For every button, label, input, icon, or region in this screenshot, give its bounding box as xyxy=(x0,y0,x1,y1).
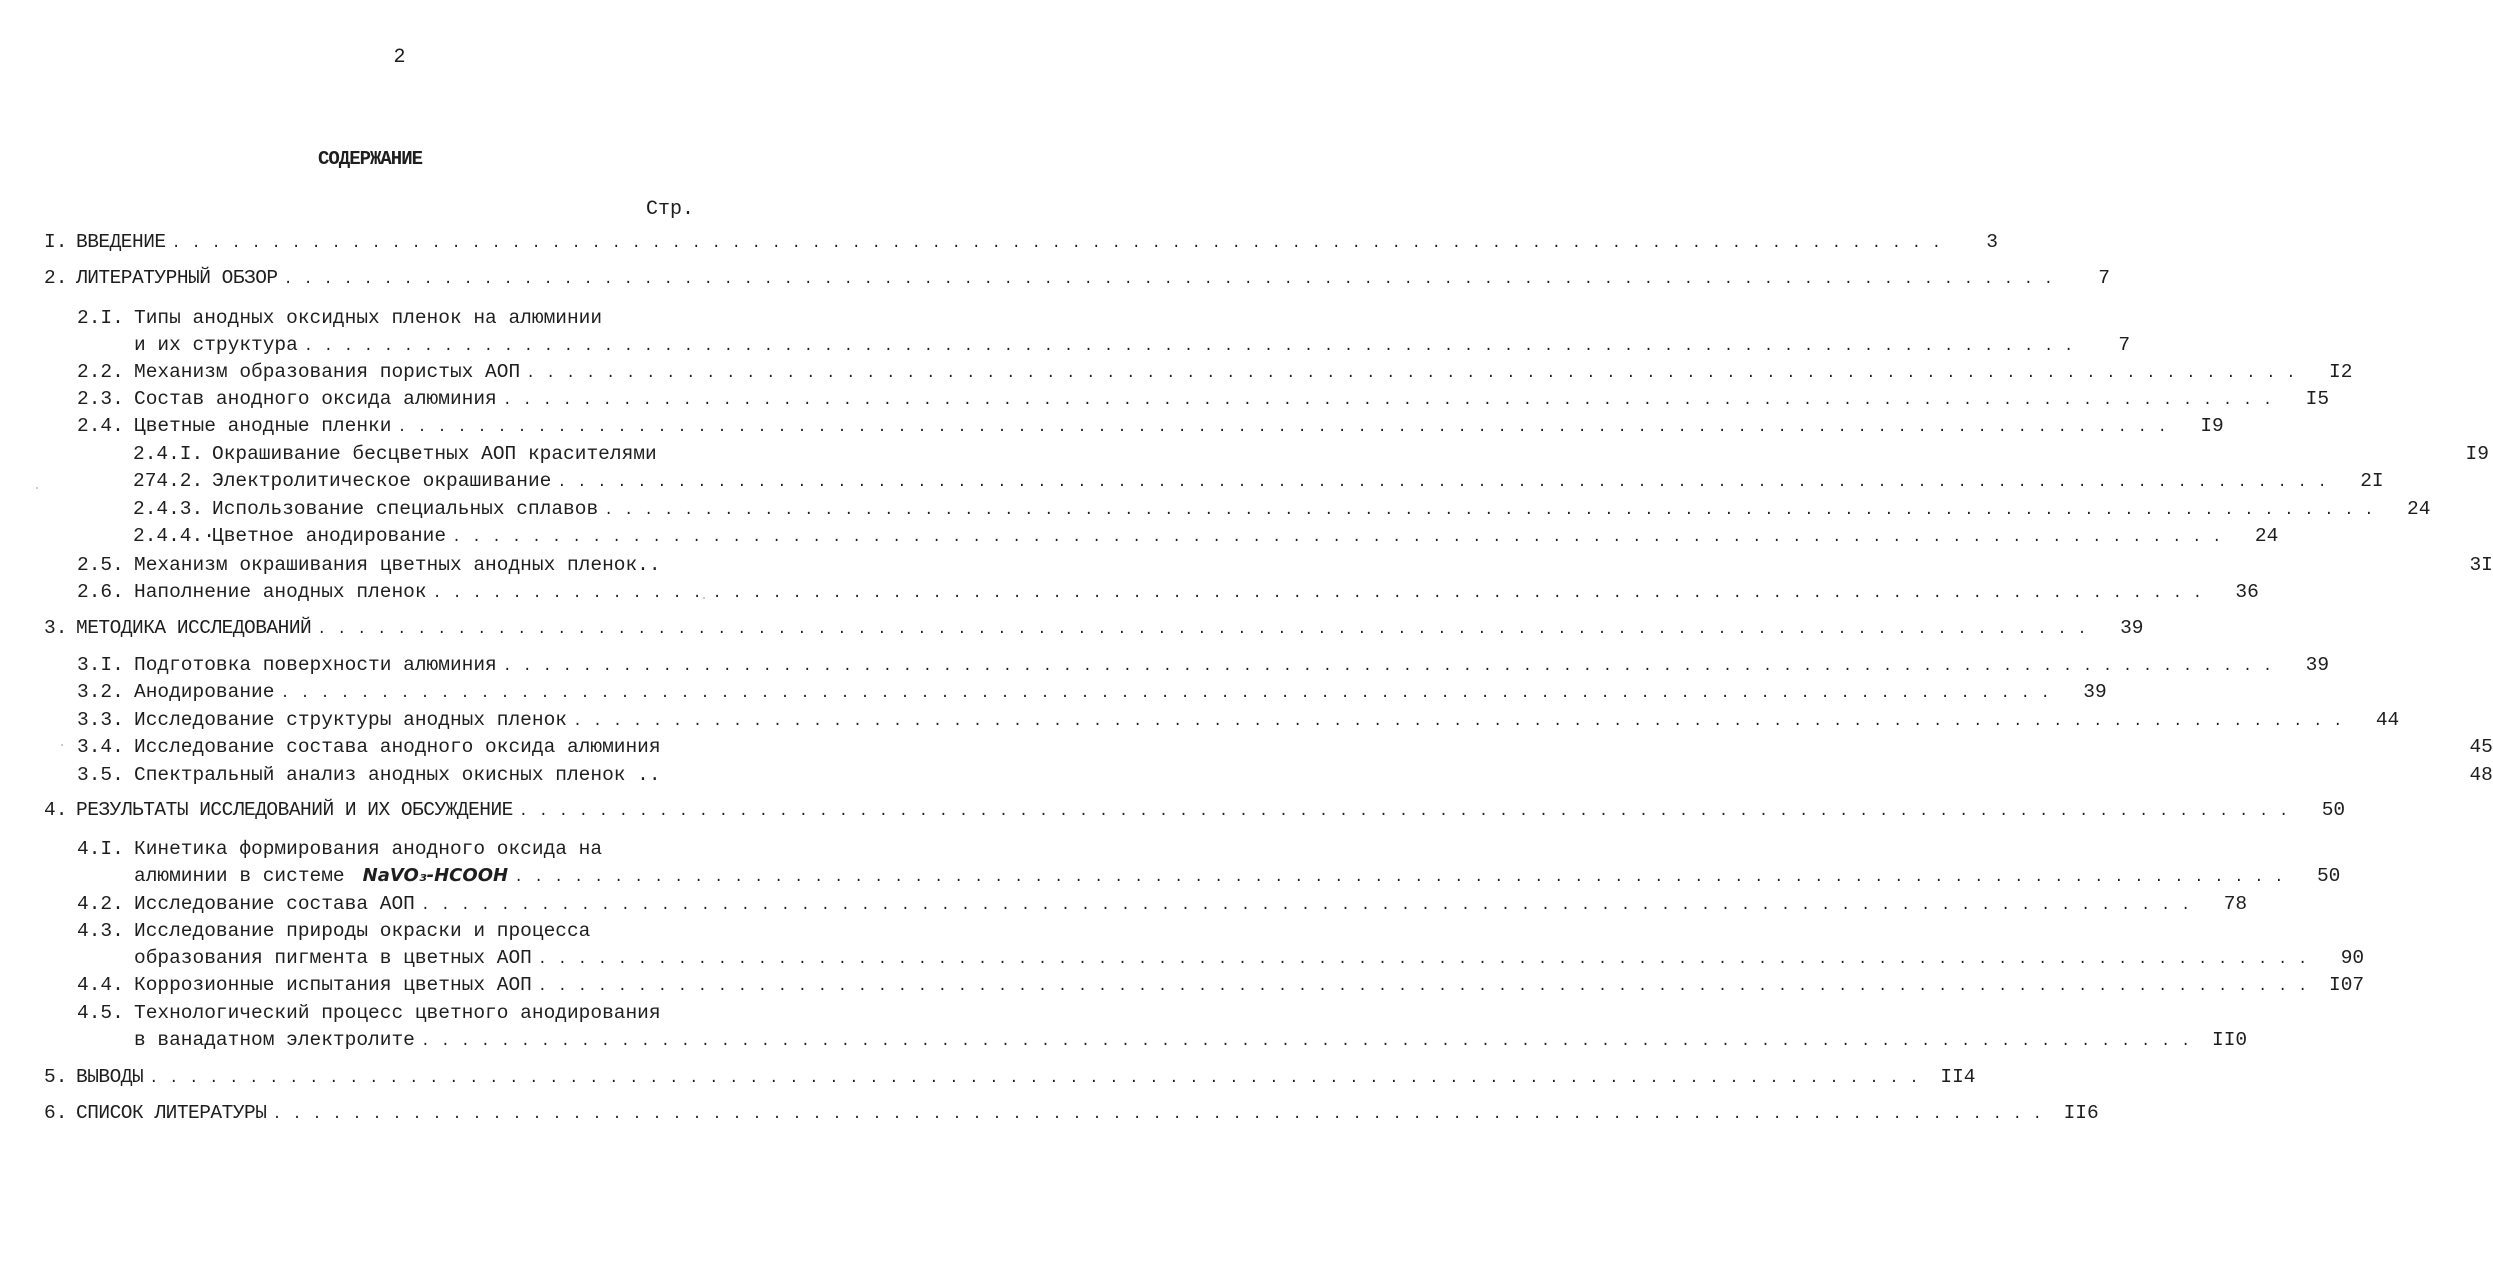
page-number: 2 xyxy=(393,46,406,69)
toc-entry-number: 2.4.I. xyxy=(133,443,204,465)
toc-entry xyxy=(134,332,2131,358)
toc-leader-dots xyxy=(143,1066,1925,1092)
toc-entry-title: Использование специальных сплавов xyxy=(212,498,599,520)
toc-entry-title: Наполнение анодных пленок xyxy=(134,581,427,603)
toc-leader-dots xyxy=(532,947,2314,973)
toc-entry-page: 39 xyxy=(2083,681,2107,703)
toc-entry-title: алюминии в системе xyxy=(134,865,345,887)
toc-entry-number: 2.2. xyxy=(77,361,124,383)
toc-entry-page: I9 xyxy=(2200,415,2224,437)
toc-entry-number: 3.4. xyxy=(77,736,124,758)
toc-entry xyxy=(77,413,2224,439)
toc-entry-number: 4.2. xyxy=(77,893,124,915)
toc-leader-dots xyxy=(446,525,2228,551)
toc-entry-title: ВВЕДЕНИЕ xyxy=(76,231,166,253)
toc-entry xyxy=(77,891,2248,917)
toc-entry-title: Электролитическое окрашивание xyxy=(212,470,552,492)
toc-entry-title: ВЫВОДЫ xyxy=(76,1066,144,1088)
toc-leader-dots xyxy=(166,231,1948,257)
toc-entry xyxy=(44,615,2144,641)
toc-entry-number: 4.3. xyxy=(77,920,124,942)
toc-entry xyxy=(77,734,2493,760)
toc-entry xyxy=(77,762,2493,788)
toc-entry-title: в ванадатном электролите xyxy=(134,1029,415,1051)
scan-speck xyxy=(703,597,705,599)
toc-entry-title: СПИСОК ЛИТЕРАТУРЫ xyxy=(76,1102,267,1124)
toc-entry xyxy=(44,229,1998,255)
toc-entry xyxy=(77,552,2493,578)
toc-entry-page: 3 xyxy=(1986,231,1998,253)
toc-leader-dots xyxy=(391,415,2173,441)
toc-entry-title: образования пигмента в цветных АОП xyxy=(134,947,532,969)
toc-entry xyxy=(44,1064,1976,1090)
toc-entry xyxy=(44,797,2346,823)
toc-entry-title: МЕТОДИКА ИССЛЕДОВАНИЙ xyxy=(76,617,312,639)
toc-leader-dots xyxy=(311,617,2093,643)
toc-entry xyxy=(133,523,2279,549)
toc-entry-number: 274.2. xyxy=(133,470,204,492)
toc-entry-page: 24 xyxy=(2254,525,2279,547)
toc-entry xyxy=(77,359,2353,385)
toc-entry-number: 2.6. xyxy=(77,581,124,603)
toc-entry-page: I5 xyxy=(2305,388,2330,410)
toc-entry-title: Спектральный анализ анодных окисных пленок .. xyxy=(134,764,661,786)
toc-entry-number: 3.3. xyxy=(77,709,124,731)
toc-entry-number: 3. xyxy=(44,617,68,639)
toc-leader-dots xyxy=(415,893,2197,919)
toc-entry-title: Цветное анодирование xyxy=(212,525,447,547)
toc-entry-page: II6 xyxy=(2063,1102,2099,1124)
toc-entry xyxy=(77,579,2259,605)
toc-leader-dots xyxy=(551,470,2333,496)
toc-entry-page: 39 xyxy=(2120,617,2144,639)
toc-entry-page: 44 xyxy=(2375,709,2400,731)
toc-entry-title: Подготовка поверхности алюминия xyxy=(134,654,497,676)
toc-entry-number: 2.4. xyxy=(77,415,124,437)
scan-speck xyxy=(61,744,63,746)
toc-entry-title: Окрашивание бесцветных АОП красителями xyxy=(212,443,657,465)
toc-leader-dots xyxy=(427,581,2209,607)
toc-entry-title: Типы анодных оксидных пленок на алюминии xyxy=(134,307,603,329)
toc-entry-page: II0 xyxy=(2212,1029,2248,1051)
toc-entry-page: 24 xyxy=(2407,498,2431,520)
toc-leader-dots xyxy=(532,974,2314,1000)
toc-entry-title: Механизм образования пористых АОП xyxy=(134,361,521,383)
page-column-header: Стр. xyxy=(645,198,694,221)
toc-entry-title: Кинетика формирования анодного оксида на xyxy=(134,838,603,860)
toc-entry-page: II4 xyxy=(1940,1066,1976,1088)
toc-entry-page: I07 xyxy=(2329,974,2365,996)
toc-entry xyxy=(77,707,2400,733)
toc-entry-number: 3.I. xyxy=(77,654,124,676)
toc-entry xyxy=(77,652,2330,678)
toc-entry xyxy=(44,265,2110,291)
toc-entry-number: 2.4.3. xyxy=(133,498,204,520)
toc-entry xyxy=(134,945,2365,971)
toc-entry-title: ЛИТЕРАТУРНЫЙ ОБЗОР xyxy=(76,267,278,289)
toc-entry xyxy=(44,1100,2099,1126)
page-title: СОДЕРЖАНИЕ xyxy=(317,148,423,170)
toc-entry xyxy=(77,918,688,944)
toc-entry-title: Коррозионные испытания цветных АОП xyxy=(134,974,532,996)
toc-entry-page: 45 xyxy=(2469,736,2493,758)
toc-entry-page: 39 xyxy=(2305,654,2330,676)
toc-entry-title: и их структура xyxy=(134,334,298,356)
toc-entry-number: 4.4. xyxy=(77,974,124,996)
toc-entry-title: Цветные анодные пленки xyxy=(134,415,392,437)
toc-entry-number: 4.5. xyxy=(77,1002,124,1024)
toc-leader-dots xyxy=(567,709,2349,735)
toc-entry-number: 5. xyxy=(44,1066,68,1088)
toc-leader-dots xyxy=(497,388,2279,414)
toc-entry-number: 2.I. xyxy=(77,307,124,329)
toc-entry-title: Исследование состава АОП xyxy=(134,893,415,915)
toc-entry xyxy=(133,468,2384,494)
toc-entry-page: I2 xyxy=(2329,361,2353,383)
toc-entry-title: Исследование состава анодного оксида алюминия xyxy=(134,736,661,758)
toc-entry-title: Анодирование xyxy=(134,681,275,703)
toc-entry-title: Исследование природы окраски и процесса xyxy=(134,920,591,942)
toc-entry-page: 90 xyxy=(2340,947,2365,969)
toc-entry xyxy=(77,679,2107,705)
toc-entry xyxy=(77,836,688,862)
scan-speck xyxy=(36,487,38,489)
toc-entry-number: 3.2. xyxy=(77,681,124,703)
toc-leader-dots xyxy=(508,865,2290,891)
toc-leader-dots xyxy=(513,799,2295,825)
toc-entry-title: Технологический процесс цветного анодирования xyxy=(134,1002,661,1024)
toc-entry-page: 36 xyxy=(2235,581,2259,603)
toc-entry xyxy=(77,1000,688,1026)
toc-entry xyxy=(133,441,2489,467)
toc-leader-dots xyxy=(298,334,2080,360)
toc-entry-page: 50 xyxy=(2316,865,2341,887)
toc-entry-number: 2.5. xyxy=(77,554,124,576)
toc-entry-number: 4. xyxy=(44,799,68,821)
toc-entry xyxy=(77,972,2365,998)
toc-leader-dots xyxy=(266,1102,2048,1128)
toc-entry xyxy=(134,863,2341,889)
toc-leader-dots xyxy=(278,267,2060,293)
toc-entry xyxy=(133,496,2431,522)
toc-entry-number: 4.I. xyxy=(77,838,124,860)
toc-entry xyxy=(134,1027,2248,1053)
toc-entry-page: 2I xyxy=(2360,470,2384,492)
toc-entry-number: 3.5. xyxy=(77,764,124,786)
toc-entry-title: Исследование структуры анодных пленок xyxy=(134,709,567,731)
toc-leader-dots xyxy=(497,654,2279,680)
toc-entry xyxy=(77,386,2330,412)
toc-entry-number: 2.4.4.· xyxy=(133,525,215,547)
toc-entry-title: Состав анодного оксида алюминия xyxy=(134,388,497,410)
toc-leader-dots xyxy=(520,361,2302,387)
toc-leader-dots xyxy=(274,681,2056,707)
toc-entry-number: 2. xyxy=(44,267,68,289)
toc-entry-number: 6. xyxy=(44,1102,68,1124)
toc-entry-page: 7 xyxy=(2118,334,2131,356)
toc-entry-title: РЕЗУЛЬТАТЫ ИССЛЕДОВАНИЙ И ИХ ОБСУЖДЕНИЕ xyxy=(76,799,513,821)
toc-leader-dots xyxy=(598,498,2380,524)
toc-entry-page: 78 xyxy=(2223,893,2248,915)
toc-entry-page: 48 xyxy=(2469,764,2493,786)
toc-entry-page: 50 xyxy=(2321,799,2346,821)
toc-entry-number: I. xyxy=(44,231,68,253)
toc-entry-number: 2.3. xyxy=(77,388,124,410)
toc-entry xyxy=(77,305,688,331)
toc-entry-page: 7 xyxy=(2098,267,2110,289)
toc-entry-page: 3I xyxy=(2469,554,2493,576)
toc-leader-dots xyxy=(415,1029,2197,1055)
toc-entry-page: I9 xyxy=(2465,443,2489,465)
toc-entry-formula: NaVO₃-HCOOH xyxy=(362,865,509,886)
toc-entry-title: Механизм окрашивания цветных анодных пленок.. xyxy=(134,554,661,576)
